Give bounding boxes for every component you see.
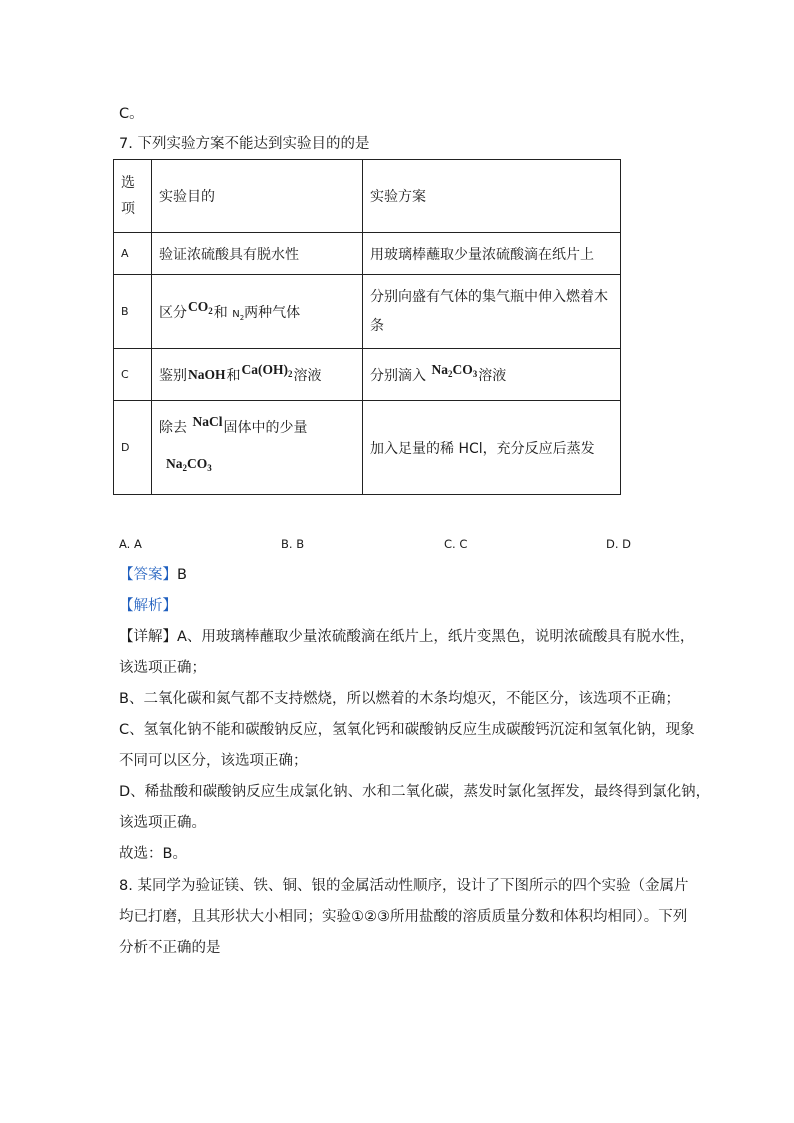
detail-line: D、稀盐酸和碳酸钠反应生成氯化钠、水和二氧化碳，蒸发时氯化氢挥发，最终得到氯化钠， [119, 784, 711, 800]
formula-text: CO [452, 361, 473, 377]
text: 鉴别 [159, 367, 187, 384]
row-option: A [114, 233, 152, 275]
table-row [114, 349, 621, 401]
plan-line: 分别向盛有气体的集气瓶中伸入燃着木 [370, 288, 608, 305]
formula-subscript: 3 [472, 368, 478, 379]
header-purpose: 实验目的 [152, 160, 363, 233]
purpose-line [159, 410, 362, 446]
row-purpose [152, 349, 363, 401]
question-7-stem: 7. 下列实验方案不能达到实验目的的是 [119, 136, 370, 152]
row-option: B [114, 275, 152, 349]
row-purpose [152, 275, 363, 349]
text: 区分 [159, 304, 187, 321]
header-plan: 实验方案 [363, 160, 621, 233]
formula-subscript: 2 [239, 313, 245, 322]
header-option [114, 160, 152, 233]
text: 溶液 [293, 367, 322, 384]
formula-subscript: 2 [447, 368, 453, 379]
formula-subscript: 2 [288, 368, 293, 379]
row-plan [363, 275, 621, 349]
formula-text: CO [188, 298, 209, 314]
formula-text: Na [431, 361, 448, 377]
option-d: D. D [606, 537, 632, 551]
formula-caoh2 [242, 362, 293, 377]
option-c: C. C [444, 537, 468, 551]
conclusion-line: 故选：B。 [119, 846, 187, 862]
text: 两种气体 [244, 304, 301, 321]
purpose-line [159, 446, 362, 486]
formula-text: Na [166, 455, 183, 471]
row-purpose [152, 401, 363, 495]
row-option: D [114, 401, 152, 495]
detail-label: 【详解】 [119, 629, 177, 645]
answer-label: 【答案】 [119, 567, 177, 583]
detail-line [119, 627, 694, 647]
formula-na2co3 [166, 456, 212, 471]
formula-subscript: 3 [207, 462, 212, 473]
formula-naoh: NaOH [188, 366, 226, 382]
option-b: B. B [281, 537, 305, 551]
answer-line [119, 565, 187, 585]
formula-na2co3 [431, 362, 477, 377]
question-8-line: 分析不正确的是 [119, 940, 221, 956]
row-plan: 用玻璃棒蘸取少量浓硫酸滴在纸片上 [363, 233, 621, 275]
formula-subscript: 2 [208, 305, 213, 316]
table-row [114, 275, 621, 349]
text: 和 [226, 367, 241, 384]
text: 分别滴入 [370, 367, 426, 384]
text: 和 [213, 304, 228, 321]
header-option-text: 选项 [121, 175, 135, 217]
detail-line: 不同可以区分，该选项正确； [119, 753, 308, 769]
question-8-line: 8. 某同学为验证镁、铁、铜、银的金属活动性顺序，设计了下图所示的四个实验（金属片 [119, 878, 689, 894]
plan-line: 条 [370, 317, 384, 334]
option-a: A. A [119, 537, 142, 551]
text: 固体中的少量 [223, 419, 308, 436]
detail-line: B、二氧化碳和氮气都不支持燃烧，所以燃着的木条均熄灭，不能区分，该选项不正确； [119, 691, 680, 707]
formula-nacl: NaCl [192, 413, 223, 429]
formula-n2 [232, 309, 244, 320]
previous-answer-tail: C。 [119, 106, 144, 122]
table-row [114, 401, 621, 495]
table-row [114, 233, 621, 275]
row-plan [363, 349, 621, 401]
row-purpose: 验证浓硫酸具有脱水性 [152, 233, 363, 275]
detail-line: 该选项正确。 [119, 815, 206, 831]
text: 溶液 [478, 367, 507, 384]
analysis-label: 【解析】 [119, 598, 177, 614]
formula-co2 [188, 299, 213, 314]
formula-text: Ca(OH) [241, 361, 289, 377]
detail-line: 该选项正确； [119, 660, 206, 676]
detail-line: C、氢氧化钠不能和碳酸钠反应，氢氧化钙和碳酸钠反应生成碳酸钙沉淀和氢氧化钠，现象 [119, 722, 695, 738]
experiment-table [113, 159, 621, 495]
question-8-line: 均已打磨，且其形状大小相同；实验①②③所用盐酸的溶质质量分数和体积均相同）。下列 [119, 909, 688, 925]
formula-subscript: 2 [182, 462, 187, 473]
formula-text: N [232, 308, 240, 320]
answer-value: B [177, 567, 187, 583]
text: 除去 [159, 419, 187, 436]
formula-text: CO [187, 455, 208, 471]
table-header-row [114, 160, 621, 233]
row-option: C [114, 349, 152, 401]
row-plan: 加入足量的稀 HCl，充分反应后蒸发 [363, 401, 621, 495]
detail-text: A、用玻璃棒蘸取少量浓硫酸滴在纸片上，纸片变黑色，说明浓硫酸具有脱水性， [177, 629, 695, 645]
